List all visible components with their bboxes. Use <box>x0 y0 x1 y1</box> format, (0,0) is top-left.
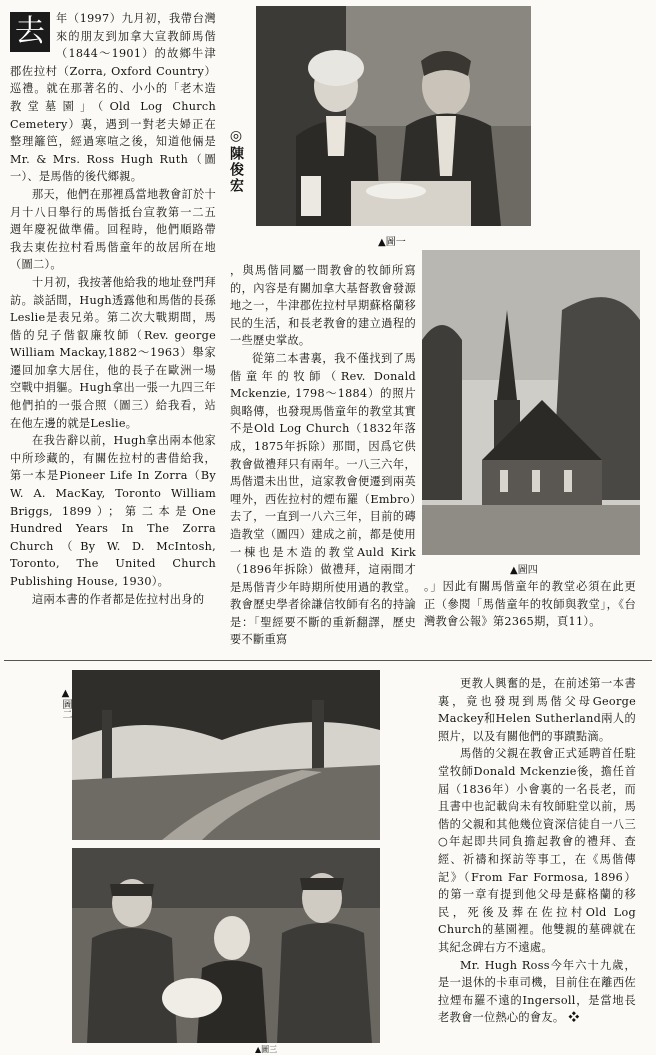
drop-cap: 去 <box>10 12 50 52</box>
article-column-4 <box>438 675 636 1027</box>
caption-fig3: ▲圖三 <box>255 1045 278 1054</box>
end-mark: ❖ <box>568 1011 580 1025</box>
photo-fig4-church <box>422 250 640 555</box>
article-column-3 <box>424 578 636 631</box>
article-paragraph: 去 年（1997）九月初，我帶台灣來的朋友到加拿大宣教師馬偕（1844～1901）的故鄉牛津郡佐拉村（Zorra, Oxford Country）巡禮。就在那著名的、小小的「老木造教堂墓園」（Old Log Church Cemetery）裏，遇到一對老夫婦正在整理籬笆，經過寒喧之後，知道他倆是Mr. & Mrs. Ross Hugh Ruth（圖一）、是馬偕的後代鄉親。 <box>10 12 216 184</box>
article-paragraph: 從第二本書裏，我不僅找到了馬偕童年的牧師（Rev. Donald Mckenzie, 1798～1884）的照片與略傳，也發現馬偕童年的教堂其實不是Old Log Church（1832年落成，1875年拆除）那間，因爲它供教會做禮拜只有兩年。一八三六年，馬偕還未出世，這家教會便遷到兩英哩外，西佐拉村的煙布羅（Embro）去了，一直到一八六三年，目前的磚造教堂（圖四）建成之前，都是使用一棟也是木造的教堂Auld Kirk（1896年拆除）做禮拜，這兩間才是馬偕青少年時期所使用過的教堂。教會歷史學者徐謙信牧師有名的持論是：「聖經要不斷的重新翻譯，歷史要不斷重寫 <box>230 351 416 647</box>
caption-fig2: ▲圖二 <box>60 688 71 719</box>
article-column-1 <box>10 10 216 608</box>
article-column-2 <box>230 262 416 649</box>
photo-fig3-group <box>72 848 380 1043</box>
photo-fig1-couple <box>256 6 531 226</box>
article-paragraph: 那天，他們在那裡爲當地教會訂於十月十八日舉行的馬偕抵台宣教第一二五週年慶祝做準備。回程時，他們順路帶我去東佐拉村看馬偕童年的故居所在地（圖二）。 <box>10 187 216 272</box>
article-paragraph: 更教人興奮的是，在前述第一本書裏，竟也發現到馬偕父母George Mackey和Helen Sutherland兩人的照片，以及有關他們的事蹟點滴。 <box>438 677 636 743</box>
photo-fig2-landscape <box>72 670 380 840</box>
author-byline: ◎陳俊宏 <box>228 128 244 194</box>
section-divider <box>4 660 652 661</box>
article-paragraph: Mr. Hugh Ross今年六十九歲，是一退休的卡車司機，目前住在離西佐拉煙布羅不遠的Ingersoll，是當地長老教會一位熱心的會友。 ❖ <box>438 958 636 1025</box>
article-paragraph: 在我告辭以前，Hugh拿出兩本他家中所珍藏的，有關佐拉村的書借給我，第一本是Pioneer Life In Zorra（By W. A. MacKay, Toronto William Briggs, 1899）；第二本是One Hundred Years In The Zorra Church（By W. D. McIntosh, Toronto, The United Church Publishing House, 1930）。 <box>10 434 216 588</box>
caption-fig1: ▲圖一 <box>378 237 406 248</box>
article-paragraph: 十月初，我按著他給我的地址登門拜訪。談話間，Hugh透露他和馬偕的長孫Leslie是表兄弟。第二次大戰期間，馬偕的兒子偕叡廉牧師（Rev. george William Mackay,1882～1963）舉家遷回加拿大居住，他的長子在歐洲一場空戰中捐軀。Hugh拿出一張一九四三年他們拍的一張合照（圖三）給我看，站在他左邊的就是Leslie。 <box>10 275 216 430</box>
article-paragraph: 。」因此有關馬偕童年的教堂必須在此更正（參閱「馬偕童年的牧師與教堂」，《台灣教會公報》第2365期，頁11）。 <box>424 580 636 629</box>
article-paragraph: 馬偕的父親在教會正式延聘首任駐堂牧師Donald Mckenzie後，擔任首屆（1836年）小會裏的一名長老，而且書中也記載尙未有牧師駐堂以前，馬偕的父親和其他幾位資深信徒自一八三○年起即共同負擔起教會的禮拜、查經、祈禱和探訪等事工，在《馬偕傳記》（From Far Formosa, 1896）的第一章有提到他父母是蘇格蘭的移民，死後及葬在佐拉村Old Log Church的墓園裡。他雙親的墓碑就在其紀念碑右方不遠處。 <box>438 747 636 954</box>
caption-fig4: ▲圖四 <box>510 565 538 576</box>
article-paragraph: ，與馬偕同屬一間教會的牧師所寫的，內容是有關加拿大基督教會發源地之一，牛津郡佐拉村早期蘇格蘭移民的生活，和長老教會的建立過程的一些歷史掌故。 <box>230 264 416 348</box>
article-paragraph: 這兩本書的作者都是佐拉村出身的 <box>32 592 205 606</box>
